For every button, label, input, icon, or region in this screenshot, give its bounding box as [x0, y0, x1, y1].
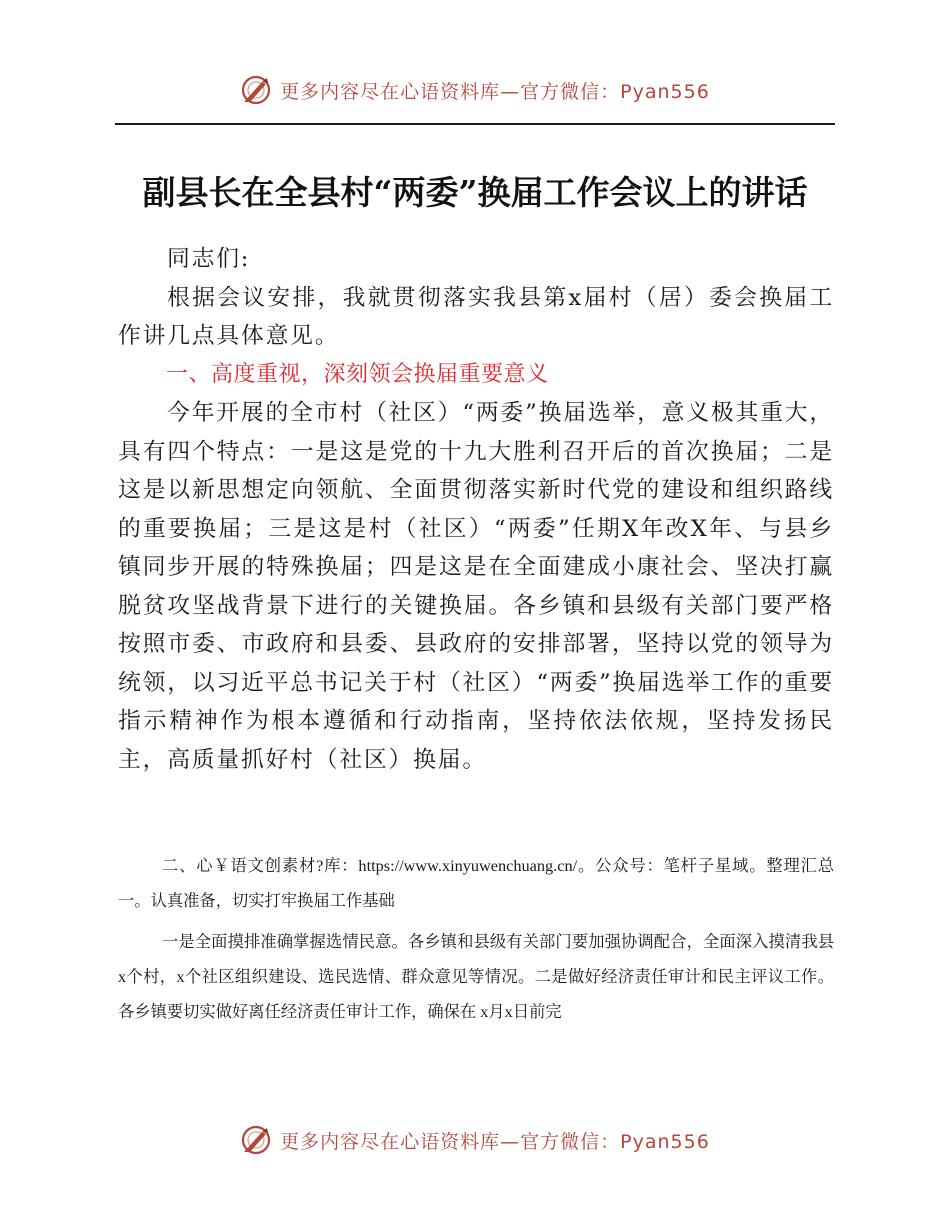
- section-heading: 一、高度重视，深刻领会换届重要意义: [166, 361, 549, 387]
- pen-logo-icon: [240, 1124, 272, 1156]
- header-rule: [115, 123, 835, 125]
- header-banner: [0, 70, 950, 110]
- section-two-paragraph: 一是全面摸排准确掌握选情民意。各乡镇和县级有关部门要加强协调配合，全面深入摸清我县x个村，x个社区组织建设、选民选情、群众意见等情况。二是做好经济责任审计和民主评议工作。各乡镇要切实做好离任经济责任审计工作，确保在 x月x日前完: [118, 932, 834, 1021]
- document-body: [118, 240, 834, 779]
- footer-banner: [0, 1120, 950, 1160]
- intro-paragraph: 根据会议安排，我就贯彻落实我县第x届村（居）委会换届工作讲几点具体意见。: [118, 284, 834, 349]
- document-body-continued: [118, 848, 834, 1029]
- section-two-line: 二、心￥语文创素材?库：https://www.xinyuwenchuang.cn/。公众号：笔杆子星域。整理汇总一。认真准备，切实打牢换届工作基础: [118, 856, 834, 910]
- section-paragraph: 今年开展的全市村（社区）“两委”换届选举，意义极其重大，具有四个特点：一是这是党的十九大胜利召开后的首次换届；二是这是以新思想定向领航、全面贯彻落实新时代党的建设和组织路线的重要换届；三是这是村（社区）“两委”任期X年改X年、与县乡镇同步开展的特殊换届；四是这是在全面建成小康社会、坚决打赢脱贫攻坚战背景下进行的关键换届。各乡镇和县级有关部门要严格按照市委、市政府和县委、县政府的安排部署，坚持以党的领导为统领，以习近平总书记关于村（社区）“两委”换届选举工作的重要指示精神作为根本遵循和行动指南，坚持依法依规，坚持发扬民主，高质量抓好村（社区）换届。: [118, 400, 834, 773]
- document-title: 副县长在全县村“两委”换届工作会议上的讲话: [142, 173, 808, 212]
- pen-logo-icon: [240, 74, 272, 106]
- salutation: 同志们:: [167, 246, 251, 272]
- banner-text: 更多内容尽在心语资料库—官方微信：Pyan556: [280, 1130, 710, 1153]
- banner-text: 更多内容尽在心语资料库—官方微信：Pyan556: [280, 80, 710, 103]
